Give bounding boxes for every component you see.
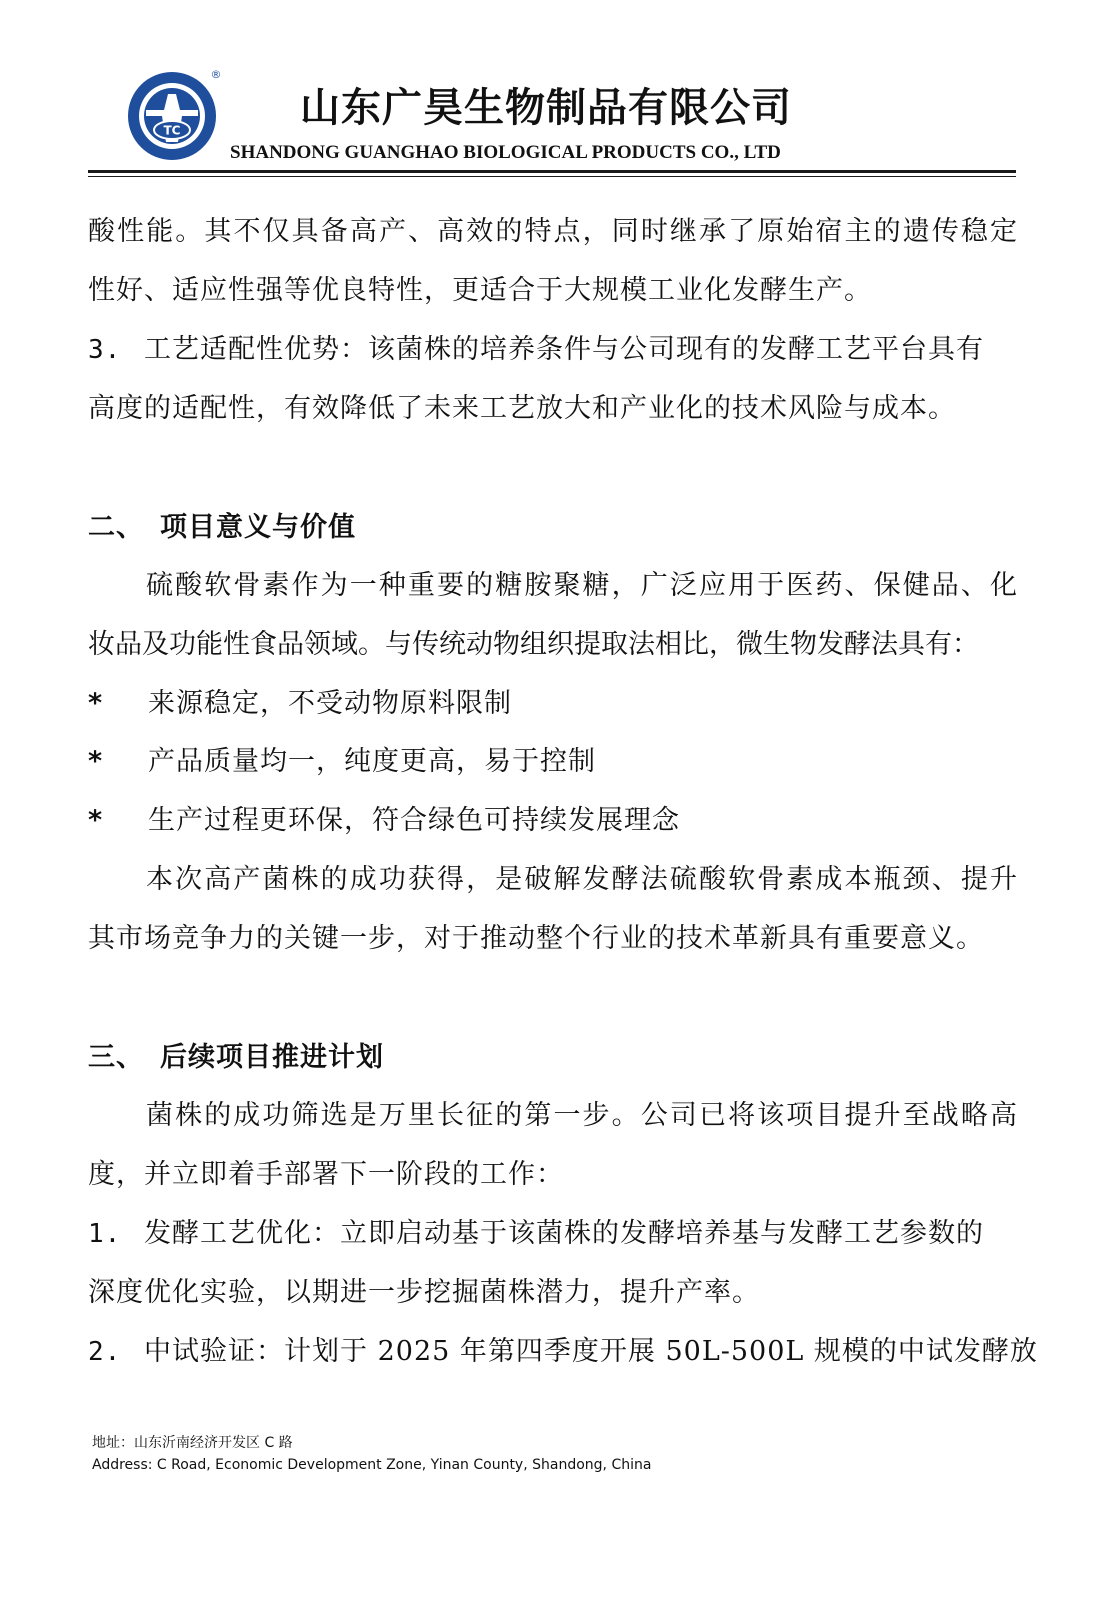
- section-2-para-1-line-2: 妆品及功能性食品领域。与传统动物组织提取法相比，微生物发酵法具有：: [88, 629, 979, 660]
- point-3-line-1: 工艺适配性优势：该菌株的培养条件与公司现有的发酵工艺平台具有: [144, 334, 984, 365]
- footer-address: [92, 1432, 892, 1476]
- section-2-para-2-line-2: 其市场竞争力的关键一步，对于推动整个行业的技术革新具有重要意义。: [88, 923, 984, 954]
- plan-item-2-number: 2.: [88, 1337, 122, 1367]
- point-3: [88, 332, 1018, 368]
- address-en: Address: C Road, Economic Development Zone, Yinan County, Shandong, China: [92, 1457, 652, 1473]
- registered-mark: ®: [210, 68, 222, 81]
- bullet-item: [88, 686, 1018, 722]
- section-3-para-line-1: 菌株的成功筛选是万里长征的第一步。公司已将该项目提升至战略高: [146, 1100, 1018, 1131]
- header-rule-thick: [88, 170, 1016, 173]
- plan-item-2: [88, 1334, 1038, 1370]
- bullet-mark: *: [88, 688, 104, 719]
- intro-line-2: 性好、适应性强等优良特性，更适合于大规模工业化发酵生产。: [88, 275, 872, 306]
- logo-text: TC: [163, 123, 181, 138]
- bullet-text: 产品质量均一，纯度更高，易于控制: [148, 746, 596, 777]
- plan-item-1-line-2: 深度优化实验，以期进一步挖掘菌株潜力，提升产率。: [88, 1277, 760, 1308]
- address-cn: 地址：山东沂南经济开发区 C 路: [92, 1435, 293, 1451]
- header-rule-thin: [88, 176, 1016, 177]
- section-3-para-line-2: 度，并立即着手部署下一阶段的工作：: [88, 1159, 564, 1190]
- plan-item-1-number: 1.: [88, 1219, 122, 1249]
- section-2-heading: [88, 510, 1018, 546]
- bullet-mark: *: [88, 746, 104, 777]
- bullet-item: [88, 803, 1018, 839]
- bullet-text: 生产过程更环保，符合绿色可持续发展理念: [148, 805, 680, 836]
- section-2-number: 二、: [88, 512, 144, 543]
- bullet-mark: *: [88, 805, 104, 836]
- company-logo: [124, 64, 224, 164]
- bullet-text: 来源稳定，不受动物原料限制: [148, 688, 512, 719]
- company-name-en: SHANDONG GUANGHAO BIOLOGICAL PRODUCTS CO., LTD: [230, 142, 781, 163]
- section-2-title: 项目意义与价值: [160, 512, 356, 543]
- point-3-number: 3.: [88, 335, 122, 365]
- section-3-number: 三、: [88, 1042, 144, 1073]
- bullet-item: [88, 744, 1018, 780]
- section-2-para-1-line-1: 硫酸软骨素作为一种重要的糖胺聚糖，广泛应用于医药、保健品、化: [146, 570, 1018, 601]
- plan-item-2-line-1: 中试验证：计划于 2025 年第四季度开展 50L-500L 规模的中试发酵放: [144, 1336, 1038, 1367]
- section-3-heading: [88, 1040, 1018, 1076]
- section-2-para-2-line-1: 本次高产菌株的成功获得，是破解发酵法硫酸软骨素成本瓶颈、提升: [146, 864, 1018, 895]
- letterhead: [0, 0, 1105, 190]
- intro-line-1: 酸性能。其不仅具备高产、高效的特点，同时继承了原始宿主的遗传稳定: [88, 216, 1018, 247]
- point-3-line-2: 高度的适配性，有效降低了未来工艺放大和产业化的技术风险与成本。: [88, 393, 956, 424]
- plan-item-1-line-1: 发酵工艺优化：立即启动基于该菌株的发酵培养基与发酵工艺参数的: [144, 1218, 984, 1249]
- company-name-cn: 山东广昊生物制品有限公司: [300, 85, 792, 131]
- plan-item-1: [88, 1216, 1018, 1252]
- section-3-title: 后续项目推进计划: [160, 1042, 384, 1073]
